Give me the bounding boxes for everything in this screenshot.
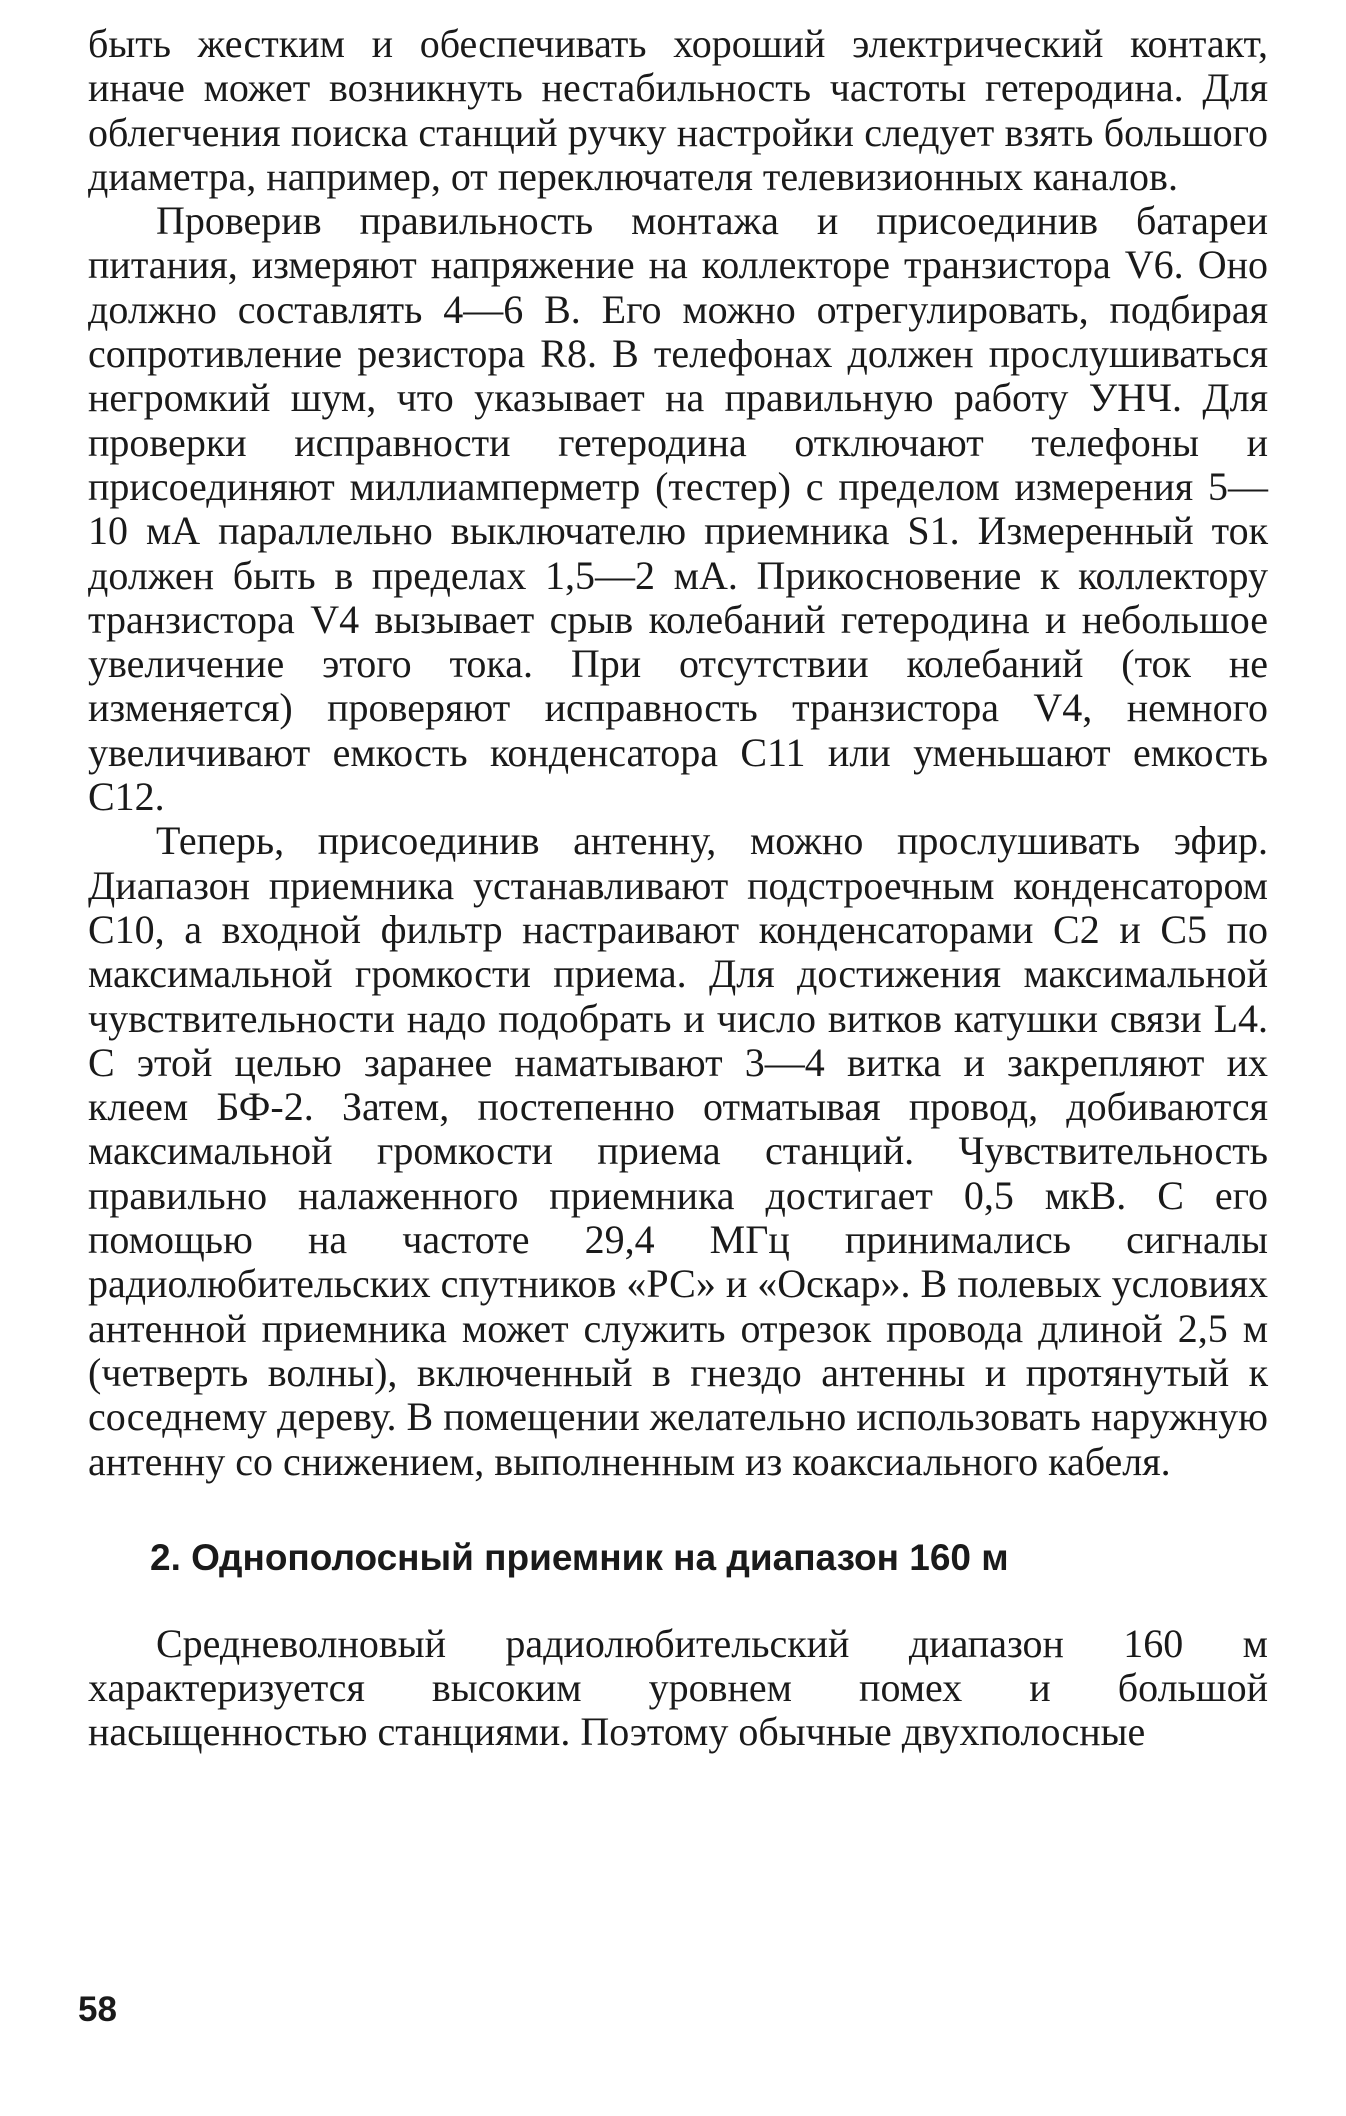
paragraph-3: Теперь, присоединив антенну, можно прослушивать эфир. Диапазон приемника устанавливают подстроечным конденсатором C10, а входной фильтр настраивают конденсаторами C2 и C5 по максимальной громкости приема. Для достижения максимальной чувствительности надо подобрать и число витков катушки связи L4. С этой целью заранее наматывают 3—4 витка и закрепляют их клеем БФ-2. Затем, постепенно отматывая провод, добиваются максимальной громкости приема станций. Чувствительность правильно налаженного приемника достигает 0,5 мкВ. С его помощью на частоте 29,4 МГц принимались сигналы радиолюбительских спутников «РС» и «Оскар». В полевых условиях антенной приемника может служить отрезок провода длиной 2,5 м (четверть волны), включенный в гнездо антенны и протянутый к соседнему дереву. В помещении желательно использовать наружную антенну со снижением, выполненным из коаксиального кабеля. — [88, 818, 1268, 1484]
paragraph-1: быть жестким и обеспечивать хороший электрический контакт, иначе может возникнуть нестабильность частоты гетеродина. Для облегчения поиска станций ручку настройки следует взять большого диаметра, например, от переключателя телевизионных каналов. — [88, 21, 1268, 199]
paragraph-4: Средневолновый радиолюбительский диапазон 160 м характеризуется высоким уровнем помех и большой насыщенностью станциями. Поэтому обычные двухполосные — [88, 1620, 1268, 1755]
page-body — [88, 22, 1268, 1755]
page-number: 58 — [78, 1990, 117, 2029]
paragraph-2: Проверив правильность монтажа и присоединив батареи питания, измеряют напряжение на коллекторе транзистора V6. Оно должно составлять 4—6 В. Его можно отрегулировать, подбирая сопротивление резистора R8. В телефонах должен прослушиваться негромкий шум, что указывает на правильную работу УНЧ. Для проверки исправности гетеродина отключают телефоны и присоединяют миллиамперметр (тестер) с пределом измерения 5—10 мА параллельно выключателю приемника S1. Измеренный ток должен быть в пределах 1,5—2 мА. Прикосновение к коллектору транзистора V4 вызывает срыв колебаний гетеродина и небольшое увеличение этого тока. При отсутствии колебаний (ток не изменяется) проверяют исправность транзистора V4, немного увеличивают емкость конденсатора C11 или уменьшают емкость C12. — [88, 198, 1268, 820]
section-heading: 2. Однополосный приемник на диапазон 160 м — [150, 1536, 1009, 1578]
